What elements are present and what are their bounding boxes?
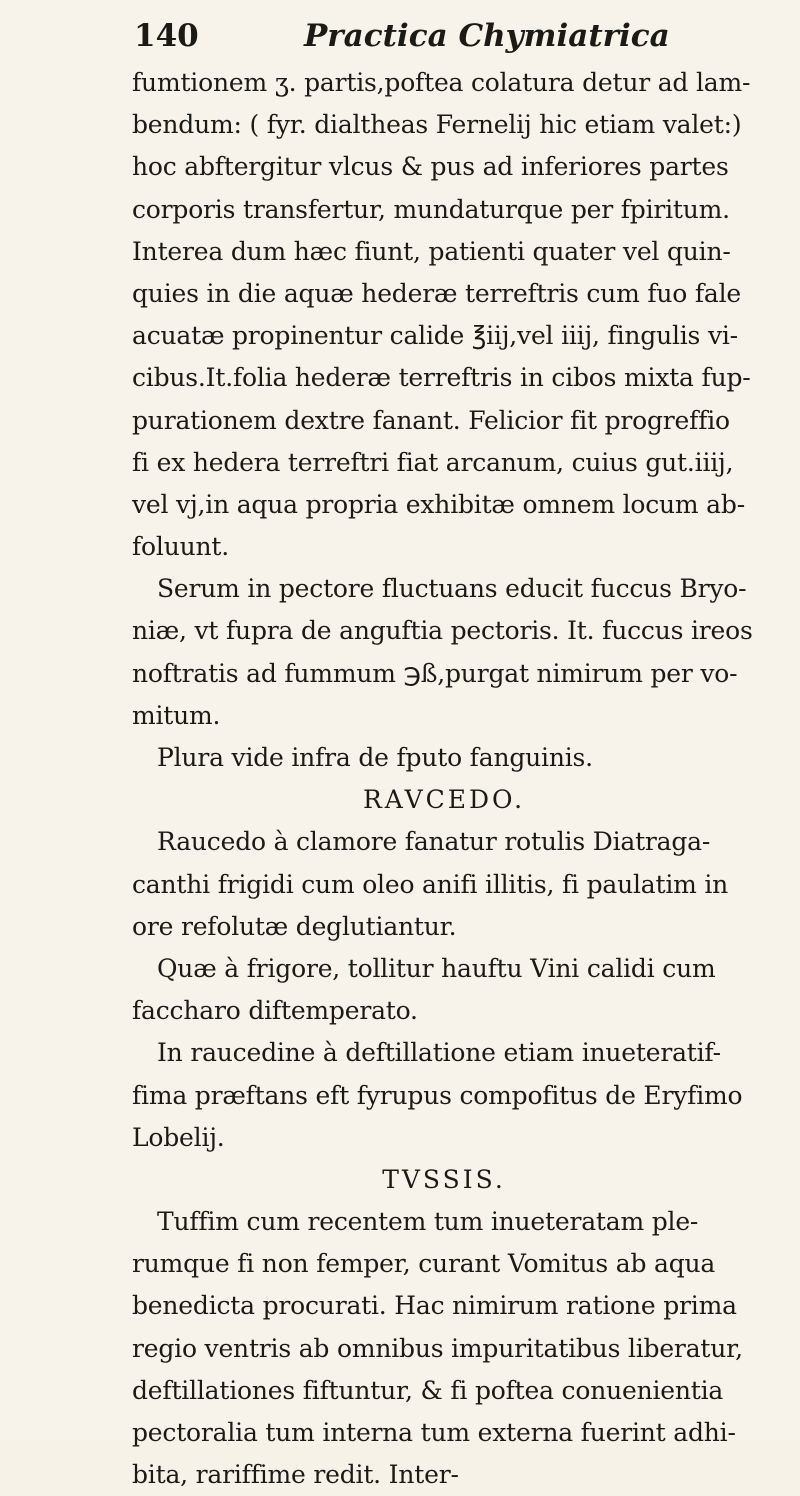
text-line: corporis transfertur, mundaturque per fpiritum. bbox=[132, 194, 730, 224]
text-line: mitum. bbox=[132, 700, 221, 730]
text-line: hoc abftergitur vlcus & pus ad inferiores partes bbox=[132, 152, 729, 182]
running-head bbox=[134, 14, 760, 58]
text-line: faccharo diftemperato. bbox=[132, 996, 418, 1026]
text-line: Raucedo à clamore fanatur rotulis Diatraga- bbox=[157, 827, 711, 857]
text-line: Serum in pectore fluctuans educit fuccus Bryo- bbox=[157, 574, 747, 604]
text-line: bendum: ( fyr. dialtheas Fernelij hic etiam valet:) bbox=[132, 110, 742, 140]
text-line: rumque fi non femper, curant Vomitus ab aqua bbox=[132, 1249, 716, 1279]
section-heading: TVSSIS. bbox=[382, 1164, 506, 1194]
text-line: fima præftans eft fyrupus compofitus de Eryfimo bbox=[132, 1080, 743, 1110]
page-number: 140 bbox=[134, 18, 199, 54]
text-line: pectoralia tum interna tum externa fuerint adhi- bbox=[132, 1418, 736, 1447]
body-text bbox=[132, 62, 792, 1496]
section-heading: RAVCEDO. bbox=[362, 785, 526, 815]
text-line: quies in die aquæ hederæ terreftris cum fuo fale bbox=[132, 278, 742, 308]
text-line: In raucedine à deftillatione etiam inueteratif- bbox=[157, 1038, 721, 1068]
text-line: Tuffim cum recentem tum inueteratam ple- bbox=[157, 1207, 699, 1237]
text-line: foluunt. bbox=[132, 532, 229, 562]
text-line: deftillationes fiftuntur, & fi poftea conuenientia bbox=[132, 1375, 724, 1405]
text-line: fi ex hedera terreftri fiat arcanum, cuius gut.iiij, bbox=[132, 447, 734, 477]
text-line: Quæ à frigore, tollitur hauftu Vini calidi cum bbox=[157, 953, 716, 983]
text-line: purationem dextre fanant. Felicior fit progreffio bbox=[132, 405, 730, 435]
text-line: fumtionem ʒ. partis,poftea colatura detur ad lam- bbox=[132, 68, 751, 97]
text-line: benedicta procurati. Hac nimirum ratione prima bbox=[132, 1291, 737, 1321]
text-line: ore refolutæ deglutiantur. bbox=[132, 911, 457, 941]
text-line: vel vj,in aqua propria exhibitæ omnem locum ab- bbox=[132, 489, 745, 519]
text-line: niæ, vt fupra de anguftia pectoris. It. fuccus ireos bbox=[132, 616, 753, 646]
text-line: canthi frigidi cum oleo anifi illitis, fi paulatim in bbox=[132, 869, 729, 899]
text-line: bita, rariffime redit. Inter- bbox=[132, 1460, 459, 1490]
text-line: Interea dum hæc fiunt, patienti quater vel quin- bbox=[132, 236, 731, 266]
running-title: Practica Chymiatrica bbox=[304, 18, 670, 54]
text-line: Lobelij. bbox=[132, 1122, 225, 1152]
text-line: regio ventris ab omnibus impuritatibus liberatur, bbox=[132, 1333, 743, 1363]
text-line: Plura vide infra de fputo fanguinis. bbox=[157, 743, 593, 772]
text-line: acuatæ propinentur calide ℥iij,vel iiij, fingulis vi- bbox=[132, 321, 738, 351]
text-line: cibus.It.folia hederæ terreftris in cibos mixta fup- bbox=[132, 363, 751, 393]
text-line: noftratis ad fummum ℈ß,purgat nimirum per vo- bbox=[132, 658, 738, 688]
